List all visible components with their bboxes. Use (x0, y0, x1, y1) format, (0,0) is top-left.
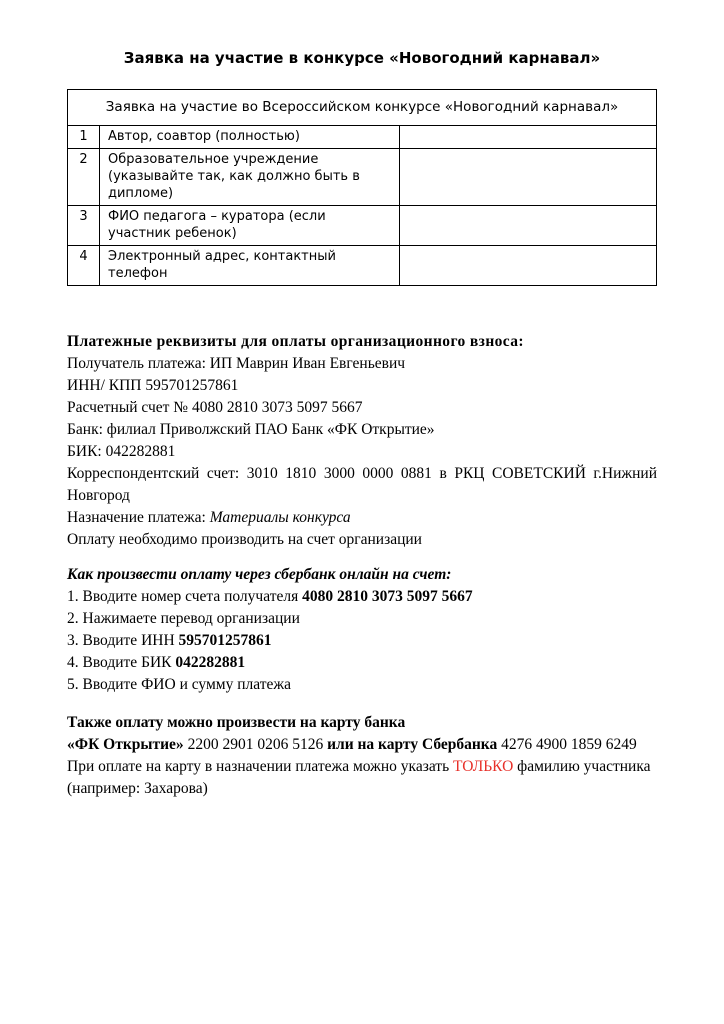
sberbank-step (67, 674, 657, 696)
row-value (400, 206, 657, 246)
document-content (0, 48, 724, 800)
payment-purpose (67, 507, 657, 529)
row-label: Автор, соавтор (полностью) (100, 126, 400, 149)
row-number: 4 (68, 246, 100, 286)
payment-heading: Платежные реквизиты для оплаты организационного взноса: (67, 333, 524, 350)
payment-account: Расчетный счет № 4080 2810 3073 5097 5667 (67, 399, 363, 416)
table-header: Заявка на участие во Всероссийском конкурсе «Новогодний карнавал» (68, 90, 657, 126)
row-value (400, 246, 657, 286)
row-label: Образовательное учреждение (указывайте так, как должно быть в дипломе) (100, 149, 400, 206)
card-heading: Также оплату можно произвести на карту банка (67, 714, 406, 731)
payment-purpose-label: Назначение платежа: (67, 509, 210, 526)
card-note-example: (например: Захарова) (67, 780, 208, 797)
row-number: 2 (68, 149, 100, 206)
table-row (68, 126, 657, 149)
step-text: 3. Вводите ИНН (67, 632, 179, 649)
payment-recipient: Получатель платежа: ИП Маврин Иван Евгеньевич (67, 355, 406, 372)
page-title: Заявка на участие в конкурсе «Новогодний карнавал» (123, 49, 601, 67)
card-note-highlight: ТОЛЬКО (453, 758, 514, 775)
card-note-line (67, 756, 657, 778)
step-value: 595701257861 (178, 632, 272, 649)
row-label: Электронный адрес, контактный телефон (100, 246, 400, 286)
payment-note: Оплату необходимо производить на счет организации (67, 531, 422, 548)
table-row (68, 246, 657, 286)
payment-bank: Банк: филиал Приволжский ПАО Банк «ФК Открытие» (67, 421, 435, 438)
card-numbers-line (67, 734, 657, 756)
sberbank-instructions-section (67, 564, 657, 696)
row-number: 1 (68, 126, 100, 149)
sberbank-step (67, 586, 657, 608)
step-text: 4. Вводите БИК (67, 654, 176, 671)
payment-inn-kpp: ИНН/ КПП 595701257861 (67, 377, 239, 394)
payment-details-section (67, 331, 657, 551)
card-note-post: фамилию участника (513, 758, 651, 775)
card-bank2-label: или на карту Сбербанка (327, 736, 498, 753)
step-text: 1. Вводите номер счета получателя (67, 588, 303, 605)
step-text: 5. Вводите ФИО и сумму платежа (67, 676, 291, 693)
row-number: 3 (68, 206, 100, 246)
step-text: 2. Нажимаете перевод организации (67, 610, 300, 627)
sberbank-heading: Как произвести оплату через сбербанк онлайн на счет: (67, 566, 452, 583)
step-value: 4080 2810 3073 5097 5667 (302, 588, 473, 605)
payment-purpose-value: Материалы конкурса (209, 509, 351, 526)
payment-corr-account: Корреспондентский счет: 3010 1810 3000 0000 0881 в РКЦ СОВЕТСКИЙ г.Нижний Новгород (67, 465, 657, 504)
sberbank-step (67, 630, 657, 652)
row-value (400, 149, 657, 206)
card-bank2-number: 4276 4900 1859 6249 (497, 736, 637, 753)
card-payment-section (67, 712, 657, 800)
card-bank1-number: 2200 2901 0206 5126 (183, 736, 328, 753)
sberbank-step (67, 652, 657, 674)
payment-bik: БИК: 042282881 (67, 443, 176, 460)
row-value (400, 126, 657, 149)
card-bank1-name: «ФК Открытие» (67, 736, 184, 753)
application-table (67, 89, 657, 286)
row-label: ФИО педагога – куратора (если участник ребенок) (100, 206, 400, 246)
step-value: 042282881 (175, 654, 246, 671)
table-row (68, 149, 657, 206)
table-header-row (68, 90, 657, 126)
card-note-pre: При оплате на карту в назначении платежа можно указать (67, 758, 454, 775)
sberbank-step (67, 608, 657, 630)
table-row (68, 206, 657, 246)
